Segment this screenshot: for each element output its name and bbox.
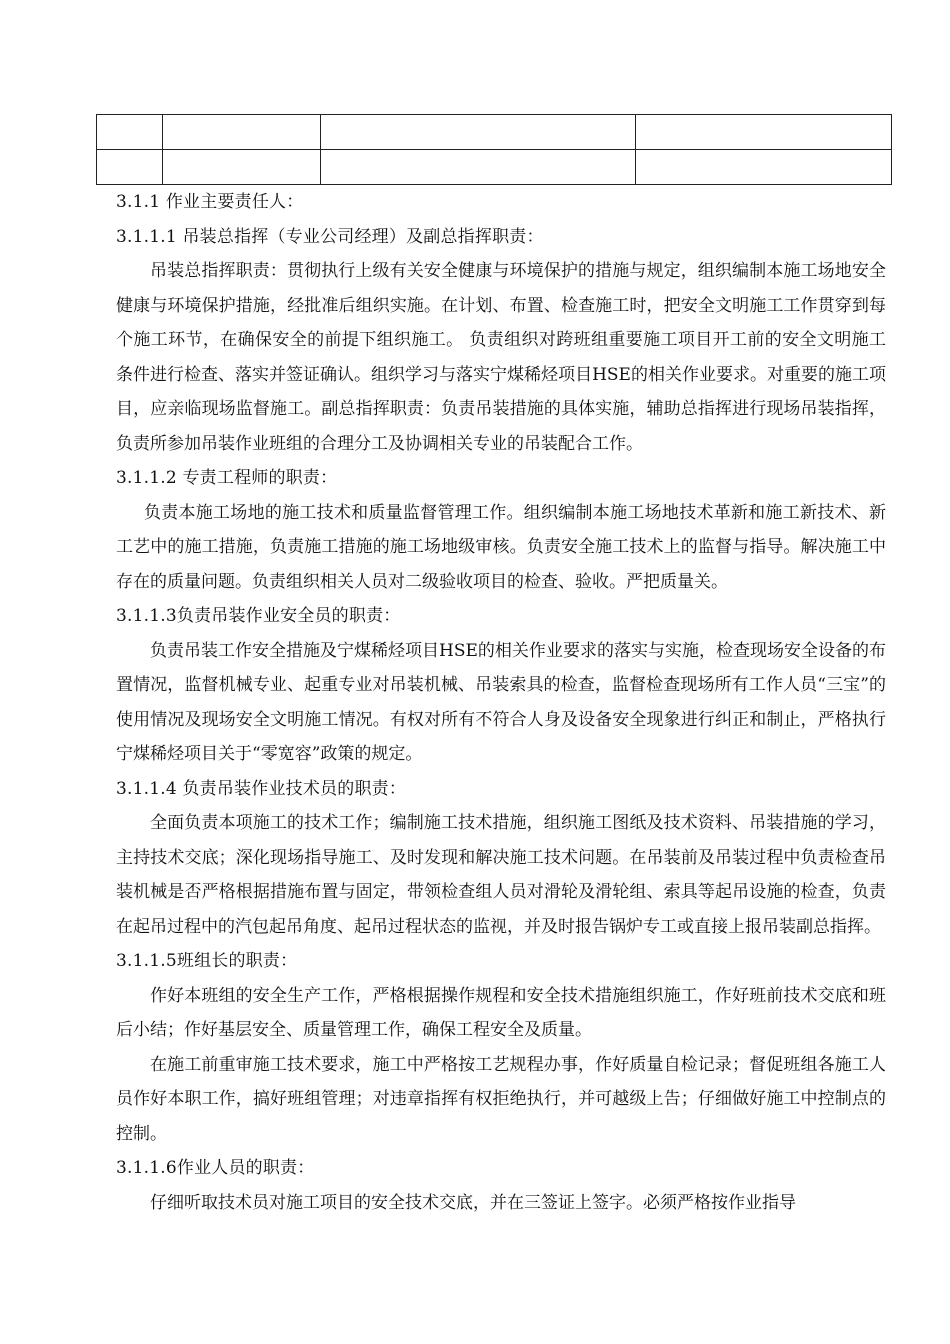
- section-heading-3-1-1-3: 3.1.1.3负责吊装作业安全员的职责：: [116, 606, 401, 626]
- section-heading-3-1-1: 3.1.1 作业主要责任人：: [116, 192, 304, 212]
- paragraph-technician-duties: 全面负责本项施工的技术工作；编制施工技术措施，组织施工图纸及技术资料、吊装措施的学习，主持技术交底；深化现场指导施工、及时发现和解决施工技术问题。在吊装前及吊装过程中负责检查吊装机械是否严格根据措施布置与固定，带领检查组人员对滑轮及滑轮组、索具等起吊设施的检查，负责在起吊过程中的汽包起吊角度、起吊过程状态的监视，并及时报告锅炉专工或直接上报吊装副总指挥。: [116, 813, 886, 937]
- paragraph-safety-officer-duties: 负责吊装工作安全措施及宁煤稀烃项目HSE的相关作业要求的落实与实施，检查现场安全设备的布置情况，监督机械专业、起重专业对吊装机械、吊装索具的检查，监督检查现场所有工作人员“三宝”的使用情况及现场安全文明施工情况。有权对所有不符合人身及设备安全现象进行纠正和制止，严格执行宁煤稀烃项目关于“零宽容”政策的规定。: [116, 640, 886, 764]
- section-heading-3-1-1-2: 3.1.1.2 专责工程师的职责：: [116, 468, 338, 488]
- table-cell: [321, 150, 636, 185]
- paragraph-chief-commander-duties: 吊装总指挥职责：贯彻执行上级有关安全健康与环境保护的措施与规定，组织编制本施工场地安全健康与环境保护措施，经批准后组织实施。在计划、布置、检查施工时，把安全文明施工工作贯穿到每个施工环节，在确保安全的前提下组织施工。 负责组织对跨班组重要施工项目开工前的安全文明施工条件进行检查、落实并签证确认。组织学习与落实宁煤稀烃项目HSE的相关作业要求。对重要的施工项目，应亲临现场监督施工。副总指挥职责：负责吊装措施的具体实施，辅助总指挥进行现场吊装指挥，负责所参加吊装作业班组的合理分工及协调相关专业的吊装配合工作。: [116, 261, 886, 454]
- section-heading-3-1-1-5: 3.1.1.5班组长的职责：: [116, 951, 298, 971]
- paragraph-engineer-duties: 负责本施工场地的施工技术和质量监督管理工作。组织编制本施工场地技术革新和施工新技术、新工艺中的施工措施，负责施工措施的施工场地级审核。负责安全施工技术上的监督与指导。解决施工中存在的质量问题。负责组织相关人员对二级验收项目的检查、验收。严把质量关。: [116, 502, 886, 592]
- paragraph-worker-duties: 仔细听取技术员对施工项目的安全技术交底，并在三签证上签字。必须严格按作业指导: [150, 1192, 796, 1213]
- table-cell: [163, 150, 321, 185]
- section-heading-3-1-1-4: 3.1.1.4 负责吊装作业技术员的职责：: [116, 778, 407, 799]
- table-row: [97, 150, 892, 185]
- table-cell: [97, 115, 163, 150]
- table-cell: [636, 115, 892, 150]
- section-heading-3-1-1-6: 3.1.1.6作业人员的职责：: [116, 1158, 315, 1178]
- paragraph-team-leader-duties-1: 作好本班组的安全生产工作，严格根据操作规程和安全技术措施组织施工，作好班前技术交底和班后小结；作好基层安全、质量管理工作，确保工程安全及质量。: [116, 985, 886, 1040]
- table-cell: [321, 115, 636, 150]
- section-heading-3-1-1-1: 3.1.1.1 吊装总指挥（专业公司经理）及副总指挥职责：: [116, 226, 544, 247]
- table-cell: [163, 115, 321, 150]
- table-cell: [636, 150, 892, 185]
- document-body: [116, 185, 886, 1220]
- blank-table: [96, 114, 892, 185]
- table-row: [97, 115, 892, 150]
- paragraph-team-leader-duties-2: 在施工前重审施工技术要求，施工中严格按工艺规程办事，作好质量自检记录；督促班组各施工人员作好本职工作，搞好班组管理；对违章指挥有权拒绝执行，并可越级上告；仔细做好施工中控制点的控制。: [116, 1054, 886, 1144]
- table-cell: [97, 150, 163, 185]
